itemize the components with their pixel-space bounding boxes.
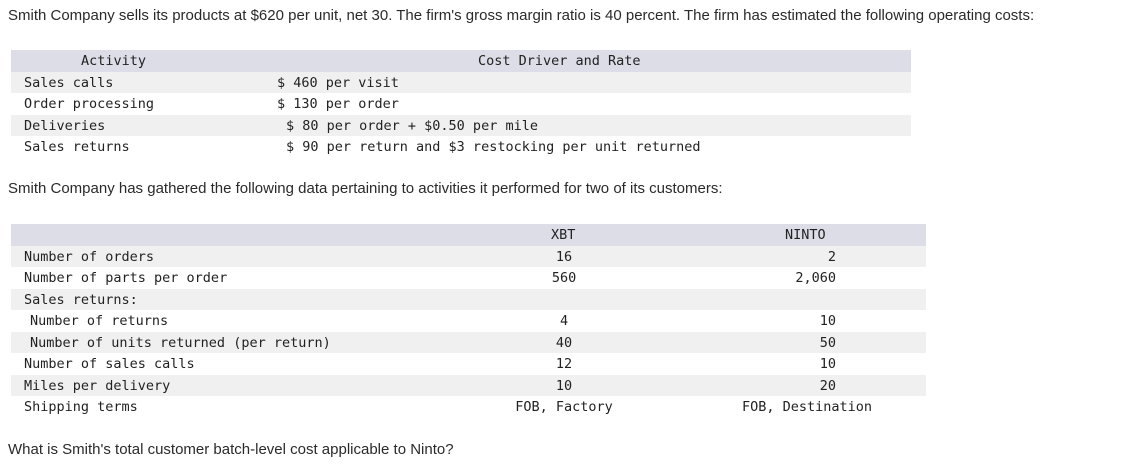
row-label: Number of units returned (per return) [30,334,331,351]
customer-table-header [11,224,926,246]
row-label: Sales returns: [24,291,138,308]
ninto-value: 10 [819,313,836,329]
customer-table [11,224,926,418]
customer-row [11,289,926,311]
cost-driver-rate: $ 90 per return and $3 restocking per unit returned [286,139,701,155]
cost-table [11,50,911,158]
question-text: What is Smith's total customer batch-level cost applicable to Ninto? [8,441,454,458]
activity-header: Activity [81,53,147,69]
cost-row [11,72,911,94]
cost-driver-rate: $ 80 per order + $0.50 per mile [286,117,538,134]
cost-driver-rate: $ 130 per order [277,96,399,112]
customer-row: Number of orders 16 2 [11,246,926,268]
row-label: Number of sales calls [24,356,195,372]
row-label: Miles per delivery [24,377,171,394]
customer-row: Miles per delivery 10 20 [11,375,926,397]
customer-row: Number of sales calls 12 10 [24,356,836,372]
ninto-header: NINTO [785,227,826,243]
activity-label: Sales returns [24,139,130,155]
ninto-value: 2 [827,248,836,265]
row-label: Number of returns [30,313,169,329]
middle-text: Smith Company has gathered the following data pertaining to activities it performed for two of its customers: [8,180,723,197]
cost-table-header [11,50,911,72]
driver-header: Cost Driver and Rate [478,53,641,69]
row-label: Number of orders [24,248,155,265]
activity-label: Sales calls [24,74,114,91]
ninto-value: 10 [819,356,836,372]
customer-row: Number of units returned (per return) 40 50 [11,332,926,354]
cost-row [11,115,911,137]
ninto-value: 2,060 [795,270,836,286]
cost-row [11,136,911,158]
ninto-value: 20 [819,377,836,394]
activity-label: Deliveries [24,117,106,134]
row-label: Shipping terms [24,399,138,415]
xbt-header: XBT [551,227,576,243]
intro-text: Smith Company sells its products at $620 per unit, net 30. The firm's gross margin ratio is 40 percent. The firm has estimated the following operating costs: [8,7,1035,24]
customer-row: Shipping terms FOB, Factory FOB, Destination [24,399,873,415]
customer-row: Number of returns 4 10 [30,313,836,329]
row-label: Number of parts per order [24,270,228,286]
cost-row [11,93,911,115]
activity-label: Order processing [24,96,155,112]
ninto-value: 50 [819,334,836,351]
customer-row: Number of parts per order 560 2,060 [24,270,836,286]
cost-driver-rate: $ 460 per visit [277,74,399,91]
